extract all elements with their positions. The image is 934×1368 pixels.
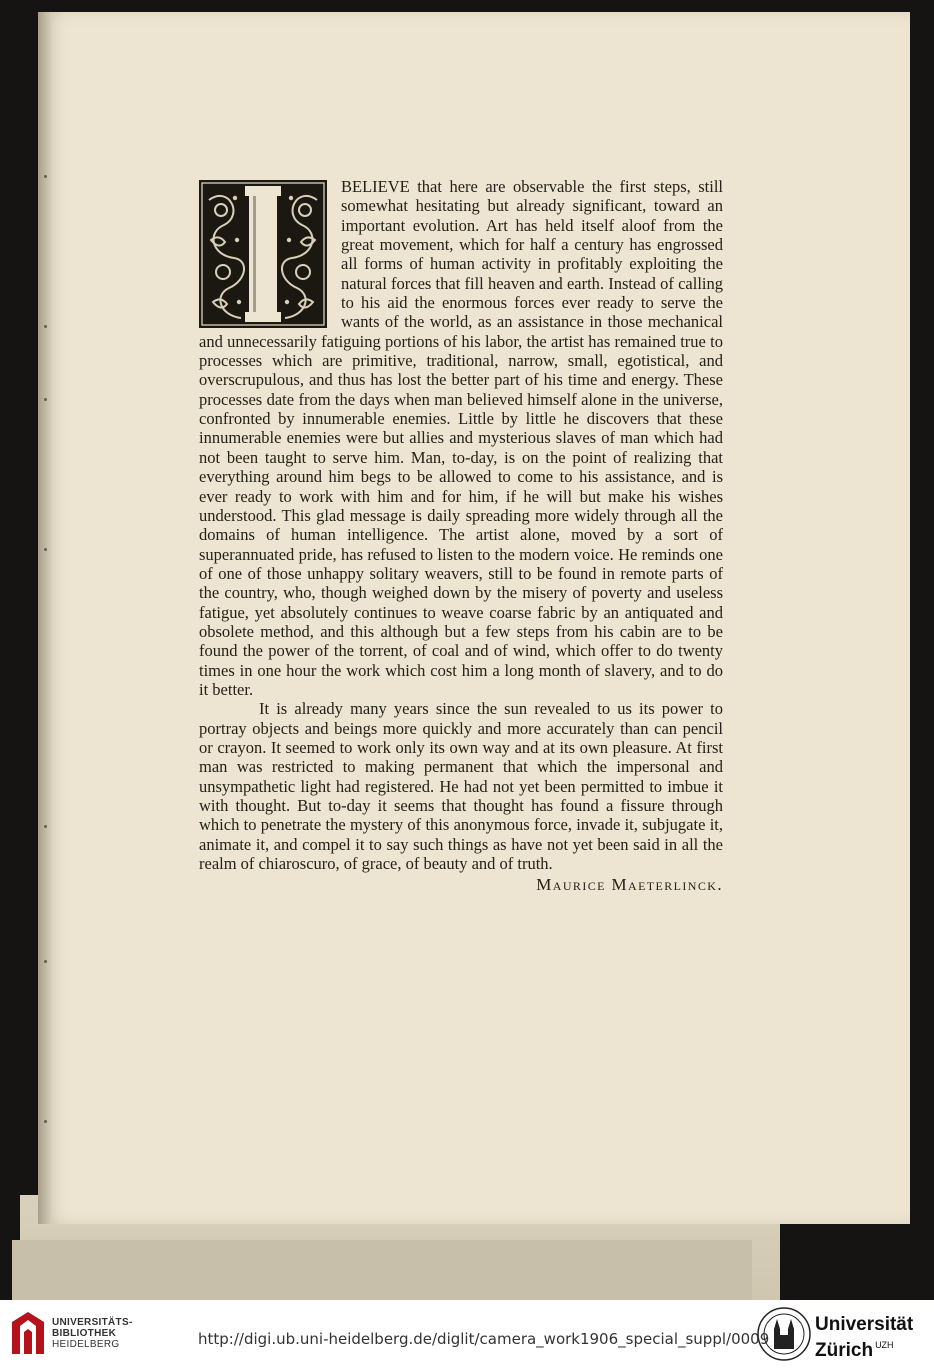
ornamental-drop-cap-i (199, 180, 327, 328)
paragraph-1: BELIEVE that here are observable the first steps, still somewhat hesitating but already significant, toward an important evolution. Art has held itself aloof from the great movement, which for half a century has engrossed all forms of human activity in profitably exploiting the natural forces that fill heaven and earth. Instead of calling to his aid the enormous forces ever ready to serve the wants of the world, as an assistance in those mechanical and unnecessarily fatiguing portions of his labor, the artist has remained true to processes which are primitive, traditional, narrow, small, egotistical, and overscrupulous, and thus has lost the better part of his time and energy. These processes date from the days when man believed himself alone in the universe, confronted by innumerable enemies. Little by little he discovers that these innumerable enemies were but allies and mysterious slaves of man which had not been taught to serve him. Man, to-day, is on the point of realizing that everything around him begs to be allowed to come to his assistance, and is ever ready to work with him and for him, if he will but make his wishes understood. This glad message is daily spreading more widely through all the domains of human intelligence. The artist alone, moved by a sort of superannuated pride, has refused to listen to the modern voice. He reminds one of one of those unhappy solitary weavers, still to be found in remote parts of the country, who, though weighed down by the misery of poverty and useless fatigue, yet absolutely continues to weave coarse fabric by an antiquated and obsolete method, and this although but a few steps from his cabin are to be found the power of the torrent, of coal and of wind, which offer to do twenty times in one hour the work which cost him a long month of slavery, and to do it better. (199, 177, 723, 699)
binding-mark (44, 548, 47, 551)
uzh-name (815, 1314, 913, 1361)
paragraph-2: It is already many years since the sun revealed to us its power to portray objects and beings more quickly and more accurately than can pencil or crayon. It seemed to work only its own way and at its own pleasure. At first man was restricted to making permanent that which the impersonal and unsympathetic light had registered. He had not yet been permitted to imbue it with thought. But to-day it seems that thought has found a fissure through which to penetrate the mystery of this anonymous force, invade it, subjugate it, animate it, and compel it to say such things as have not yet been said in all the realm of chiaroscuro, of grace, of beauty and of truth. (199, 699, 723, 874)
binding-mark (44, 175, 47, 178)
ub-name-line-3: HEIDELBERG (52, 1339, 120, 1350)
uzh-seal-icon[interactable] (756, 1305, 812, 1368)
underlying-pages-lower (12, 1240, 752, 1300)
binding-mark (44, 398, 47, 401)
binding-mark (44, 1120, 47, 1123)
ub-name-line-1: UNIVERSITÄTS- (52, 1317, 133, 1328)
uzh-abbrev: UZH (875, 1340, 894, 1350)
uzh-name-line-2 (815, 1335, 913, 1361)
ub-heidelberg-name (52, 1317, 133, 1350)
essay-text (199, 177, 723, 895)
author-signature: Maurice Maeterlinck. (536, 875, 723, 895)
viewer-footer (0, 1300, 934, 1368)
binding-mark (44, 325, 47, 328)
uzh-city: Zürich (815, 1340, 874, 1361)
page-gutter (38, 12, 52, 1224)
binding-mark (44, 960, 47, 963)
ub-heidelberg-logo-icon[interactable] (8, 1310, 48, 1361)
permalink-url[interactable]: http://digi.ub.uni-heidelberg.de/diglit/camera_work1906_special_suppl/0009 (198, 1330, 770, 1348)
uzh-name-line-1: Universität (815, 1314, 914, 1335)
ub-name-line-2: BIBLIOTHEK (52, 1328, 117, 1339)
binding-mark (44, 825, 47, 828)
